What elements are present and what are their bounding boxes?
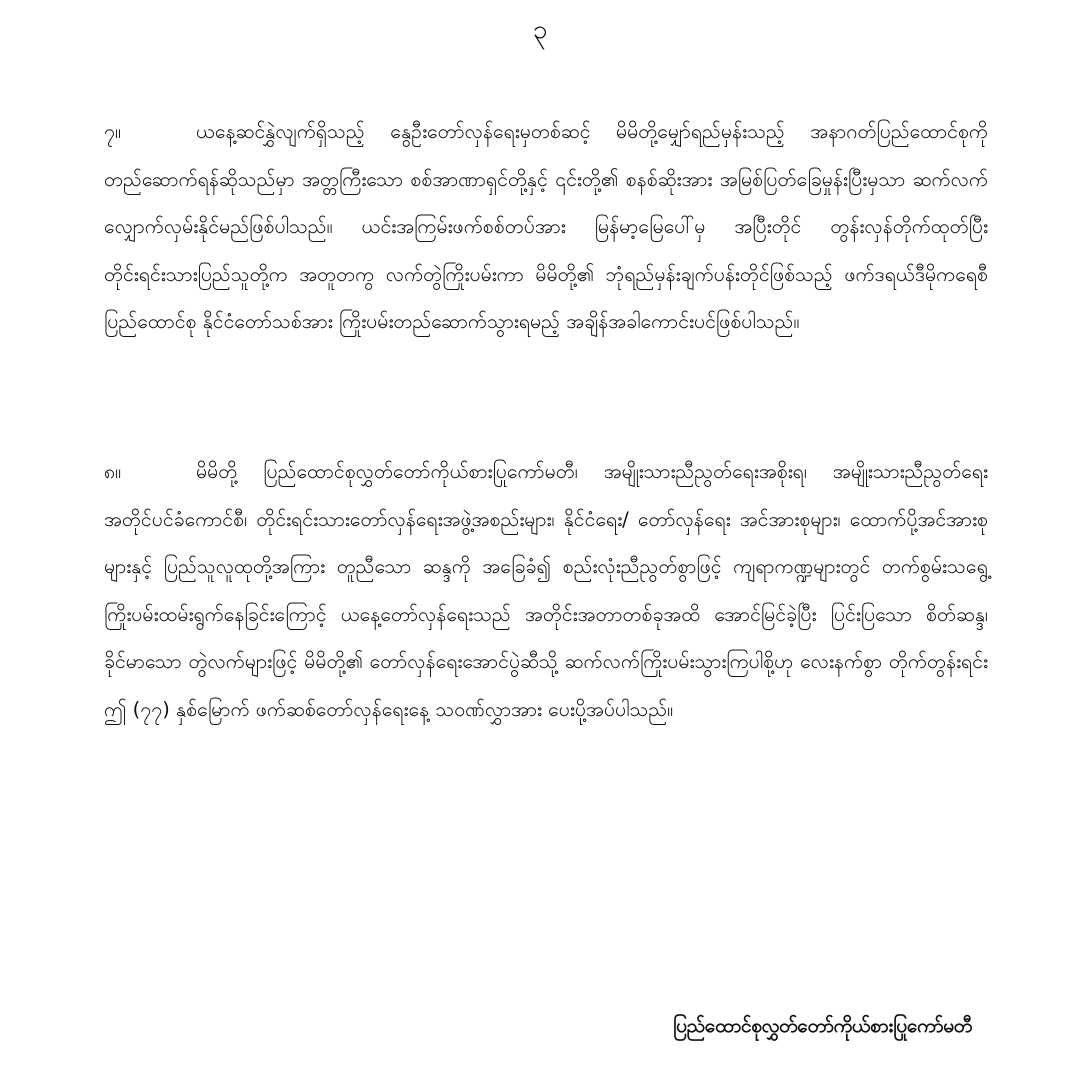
signature-block: ပြည်ထောင်စုလွှတ်တော်ကိုယ်စားပြုကော်မတီ <box>672 1015 972 1037</box>
paragraph-number: ၈။ <box>104 460 122 483</box>
paragraph-7 <box>104 108 988 346</box>
page-number: ၃ <box>532 15 548 45</box>
paragraph-8 <box>104 448 988 733</box>
paragraph-number: ၇။ <box>104 120 121 143</box>
paragraph-text: ယနေ့ဆင်နွှဲလျက်ရှိသည့် နွေဦးတော်လှန်ရေးမှတစ်ဆင့် မိမိတို့မျှော်ရည်မှန်းသည့် အနာဂတ်ပြည်ထောင်စုကို တည်ဆောက်ရန်ဆိုသည်မှာ အတ္တကြီးသော စစ်အာဏာရှင်တို့နှင့် ၎င်းတို့၏ စနစ်ဆိုးအား အမြစ်ပြတ်ခြေမှုန်းပြီးမှသာ ဆက်လက်လျှောက်လှမ်းနိုင်မည်ဖြစ်ပါသည်။ ယင်းအကြမ်းဖက်စစ်တပ်အား မြန်မာ့မြေပေါ်မှ အပြီးတိုင် တွန်းလှန်တိုက်ထုတ်ပြီး တိုင်းရင်းသားပြည်သူတို့က အတူတကွ လက်တွဲကြိုးပမ်းကာ မိမိတို့၏ ဘုံရည်မှန်းချက်ပန်းတိုင်ဖြစ်သည့် ဖက်ဒရယ်ဒီမိုကရေစီပြည်ထောင်စု နိုင်ငံတော်သစ်အား ကြိုးပမ်းတည်ဆောက်သွားရမည့် အချိန်အခါကောင်းပင်ဖြစ်ပါသည်။ <box>104 120 988 333</box>
paragraph-text: မိမိတို့ ပြည်ထောင်စုလွှတ်တော်ကိုယ်စားပြုကော်မတီ၊ အမျိုးသားညီညွတ်ရေးအစိုးရ၊ အမျိုးသားညီညွတ်ရေးအတိုင်ပင်ခံကောင်စီ၊ တိုင်းရင်းသားတော်လှန်ရေးအဖွဲ့အစည်းများ၊ နိုင်ငံရေး/ တော်လှန်ရေး အင်အားစုများ၊ ထောက်ပို့အင်အားစုများနှင့် ပြည်သူလူထုတို့အကြား တူညီသော ဆန္ဒကို အခြေခံ၍ စည်းလုံးညီညွတ်စွာဖြင့် ကျရာကဏ္ဍများတွင် တက်စွမ်းသရွေ့ ကြိုးပမ်းထမ်းရွက်နေခြင်းကြောင့် ယနေ့တော်လှန်ရေးသည် အတိုင်းအတာတစ်ခုအထိ အောင်မြင်ခဲ့ပြီး ပြင်းပြသော စိတ်ဆန္ဒ၊ ခိုင်မာသော တွဲလက်များဖြင့် မိမိတို့၏ တော်လှန်ရေးအောင်ပွဲဆီသို့ ဆက်လက်ကြိုးပမ်းသွားကြပါစို့ဟု လေးနက်စွာ တိုက်တွန်းရင်း ဤ (၇၇) နှစ်မြောက် ဖက်ဆစ်တော်လှန်ရေးနေ့ သဝဏ်လွှာအား ပေးပို့အပ်ပါသည်။ <box>104 460 988 721</box>
